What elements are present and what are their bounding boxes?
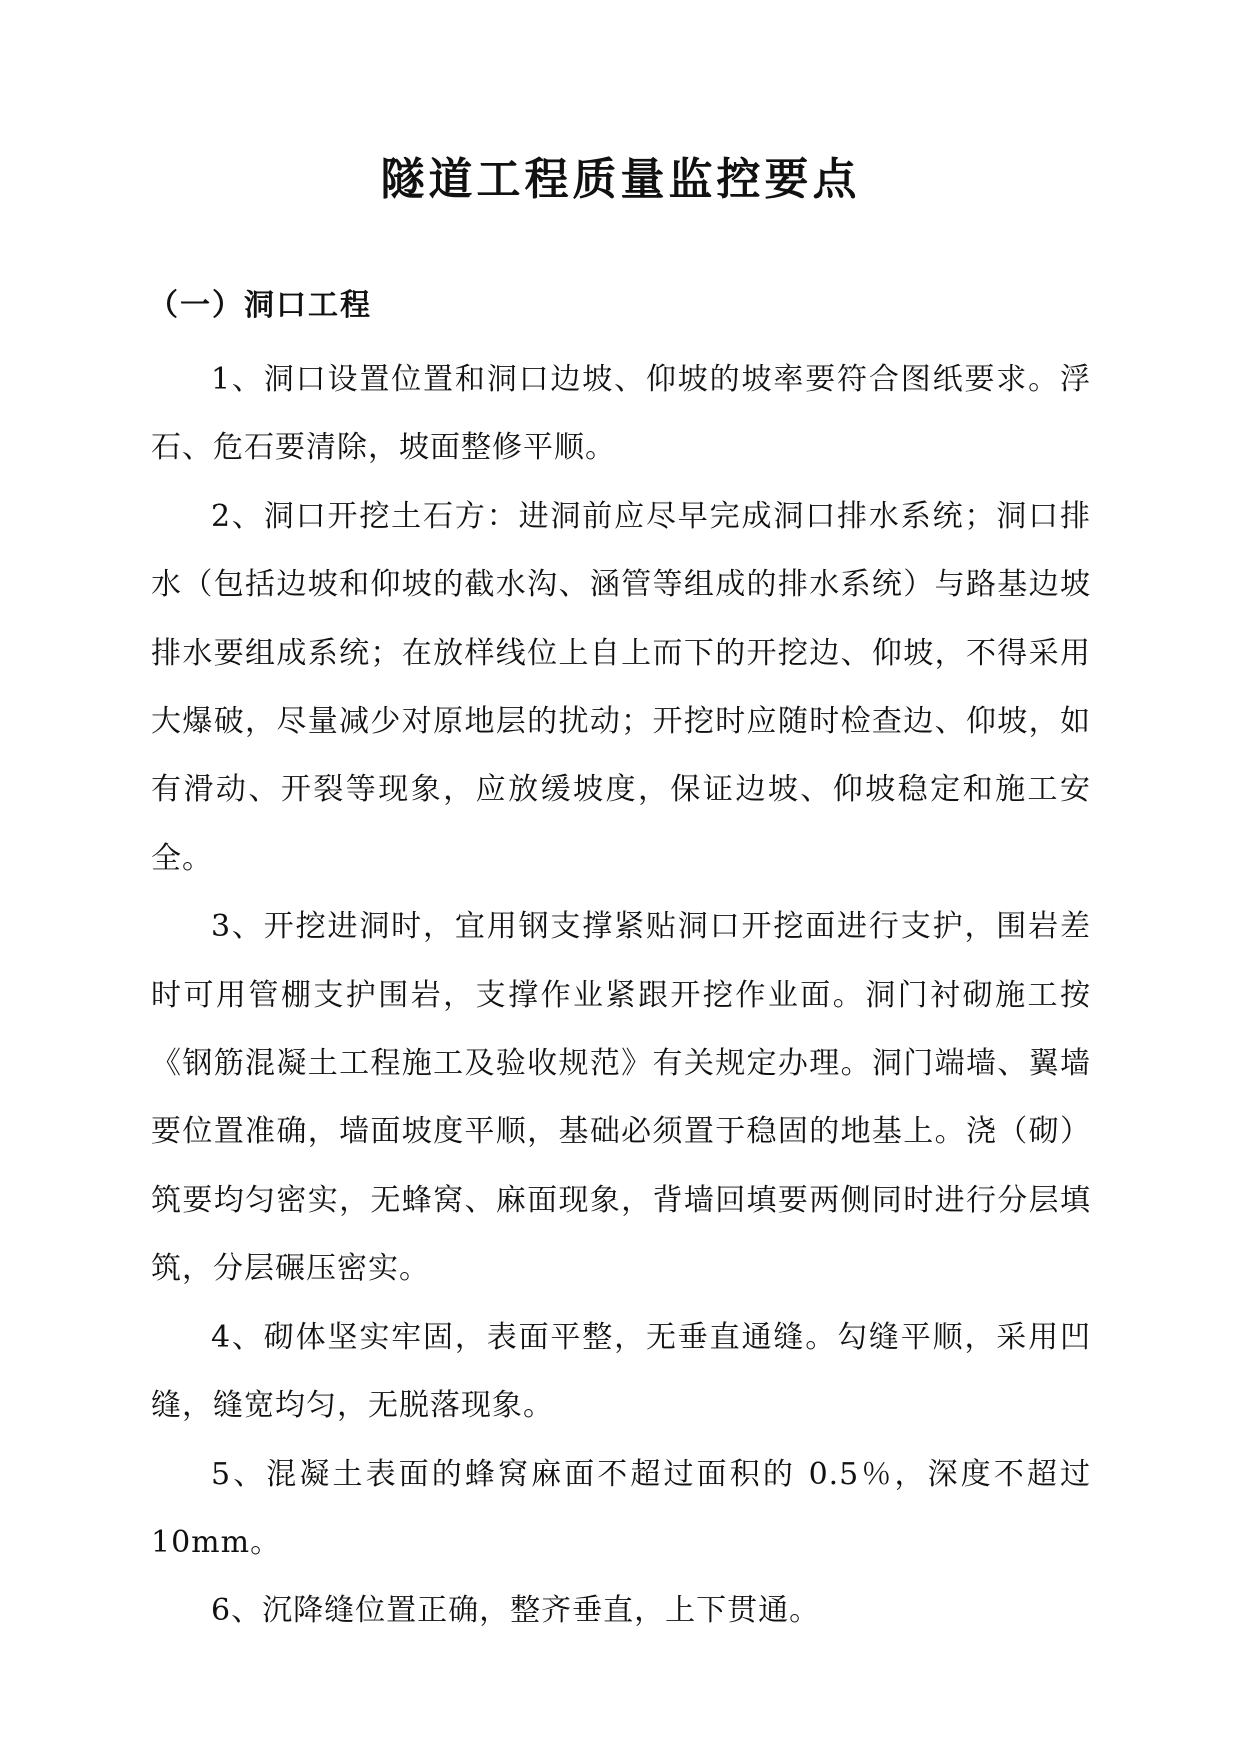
paragraph-5: 5、混凝土表面的蜂窝麻面不超过面积的 0.5％，深度不超过 10mm。 (151, 1456, 1091, 1560)
paragraph-4: 4、砌体坚实牢固，表面平整，无垂直通缝。勾缝平顺，采用凹缝，缝宽均匀，无脱落现象。 (151, 1319, 1091, 1424)
section-heading: （一）洞口工程 (148, 288, 372, 323)
paragraph-6: 6、沉降缝位置正确，整齐垂直，上下贯通。 (211, 1593, 821, 1629)
document-title: 隧道工程质量监控要点 (380, 154, 861, 205)
section-body (151, 346, 1091, 1646)
paragraph-1: 1、洞口设置位置和洞口边坡、仰坡的坡率要符合图纸要求。浮石、危石要清除，坡面整修平顺。 (151, 362, 1091, 466)
paragraph-2: 2、洞口开挖土石方：进洞前应尽早完成洞口排水系统；洞口排水（包括边坡和仰坡的截水沟、涵管等组成的排水系统）与路基边坡排水要组成系统；在放样线位上自上而下的开挖边、仰坡，不得采用大爆破，尽量减少对原地层的扰动；开挖时应随时检查边、仰坡，如有滑动、开裂等现象，应放缓坡度，保证边坡、仰坡稳定和施工安全。 (151, 498, 1091, 876)
paragraph-3: 3、开挖进洞时，宜用钢支撑紧贴洞口开挖面进行支护，围岩差时可用管棚支护围岩，支撑作业紧跟开挖作业面。洞门衬砌施工按《钢筋混凝土工程施工及验收规范》有关规定办理。洞门端墙、翼墙要位置准确，墙面坡度平顺，基础必须置于稳固的地基上。浇（砌）筑要均匀密实，无蜂窝、麻面现象，背墙回填要两侧同时进行分层填筑，分层碾压密实。 (151, 909, 1091, 1287)
